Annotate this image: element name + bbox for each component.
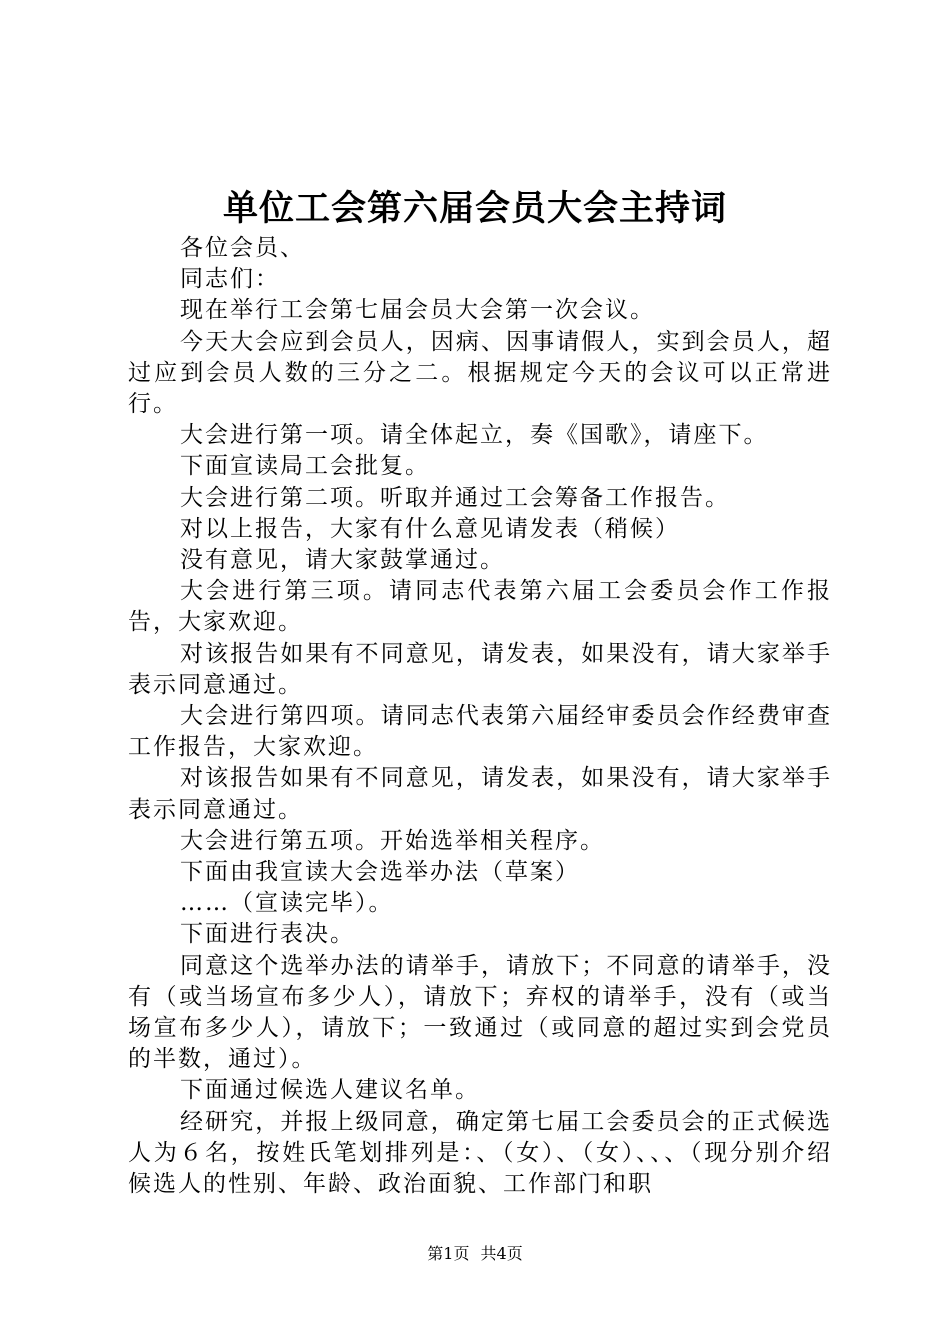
paragraph: 对该报告如果有不同意见，请发表，如果没有，请大家举手表示同意通过。 <box>128 640 832 698</box>
paragraph: ……（宣读完毕）。 <box>180 890 394 917</box>
paragraph: 下面由我宣读大会选举办法（草案） <box>180 859 580 886</box>
paragraph: 各位会员、 <box>180 235 305 261</box>
paragraph: 对该报告如果有不同意见，请发表，如果没有，请大家举手表示同意通过。 <box>128 765 832 823</box>
paragraph: 大会进行第一项。请全体起立，奏《国歌》，请座下。 <box>180 422 769 449</box>
document-body <box>128 233 832 1200</box>
paragraph: 下面宣读局工会批复。 <box>180 453 430 480</box>
paragraph: 同志们： <box>180 266 280 293</box>
paragraph: 大会进行第二项。听取并通过工会筹备工作报告。 <box>180 484 730 511</box>
paragraph: 下面通过候选人建议名单。 <box>180 1077 480 1104</box>
paragraph: 大会进行第三项。请同志代表第六届工会委员会作工作报告，大家欢迎。 <box>128 578 832 636</box>
document-title: 单位工会第六届会员大会主持词 <box>222 188 727 229</box>
paragraph: 对以上报告，大家有什么意见请发表（稍候） <box>180 515 680 542</box>
paragraph: 今天大会应到会员人，因病、因事请假人，实到会员人，超过应到会员人数的三分之二。根据规定今天的会议可以正常进行。 <box>128 328 832 418</box>
paragraph: 下面进行表决。 <box>180 921 355 948</box>
paragraph: 同意这个选举办法的请举手，请放下；不同意的请举手，没有（或当场宣布多少人），请放下；弃权的请举手，没有（或当场宣布多少人），请放下；一致通过（或同意的超过实到会党员的半数，通过）。 <box>128 952 832 1073</box>
paragraph: 大会进行第四项。请同志代表第六届经审委员会作经费审查工作报告，大家欢迎。 <box>128 703 832 761</box>
paragraph: 现在举行工会第七届会员大会第一次会议。 <box>180 297 655 324</box>
paragraph: 没有意见，请大家鼓掌通过。 <box>180 547 505 574</box>
paragraph: 经研究，并报上级同意，确定第七届工会委员会的正式候选人为６名，按姓氏笔划排列是：、（女）、（女）、、、（现分别介绍候选人的性别、年龄、政治面貌、工作部门和职 <box>128 1108 832 1198</box>
paragraph: 大会进行第五项。开始选举相关程序。 <box>180 827 605 854</box>
page-number: 第1页 <box>427 1244 470 1263</box>
page-total: 共4页 <box>480 1244 523 1263</box>
page-footer <box>0 1242 950 1266</box>
